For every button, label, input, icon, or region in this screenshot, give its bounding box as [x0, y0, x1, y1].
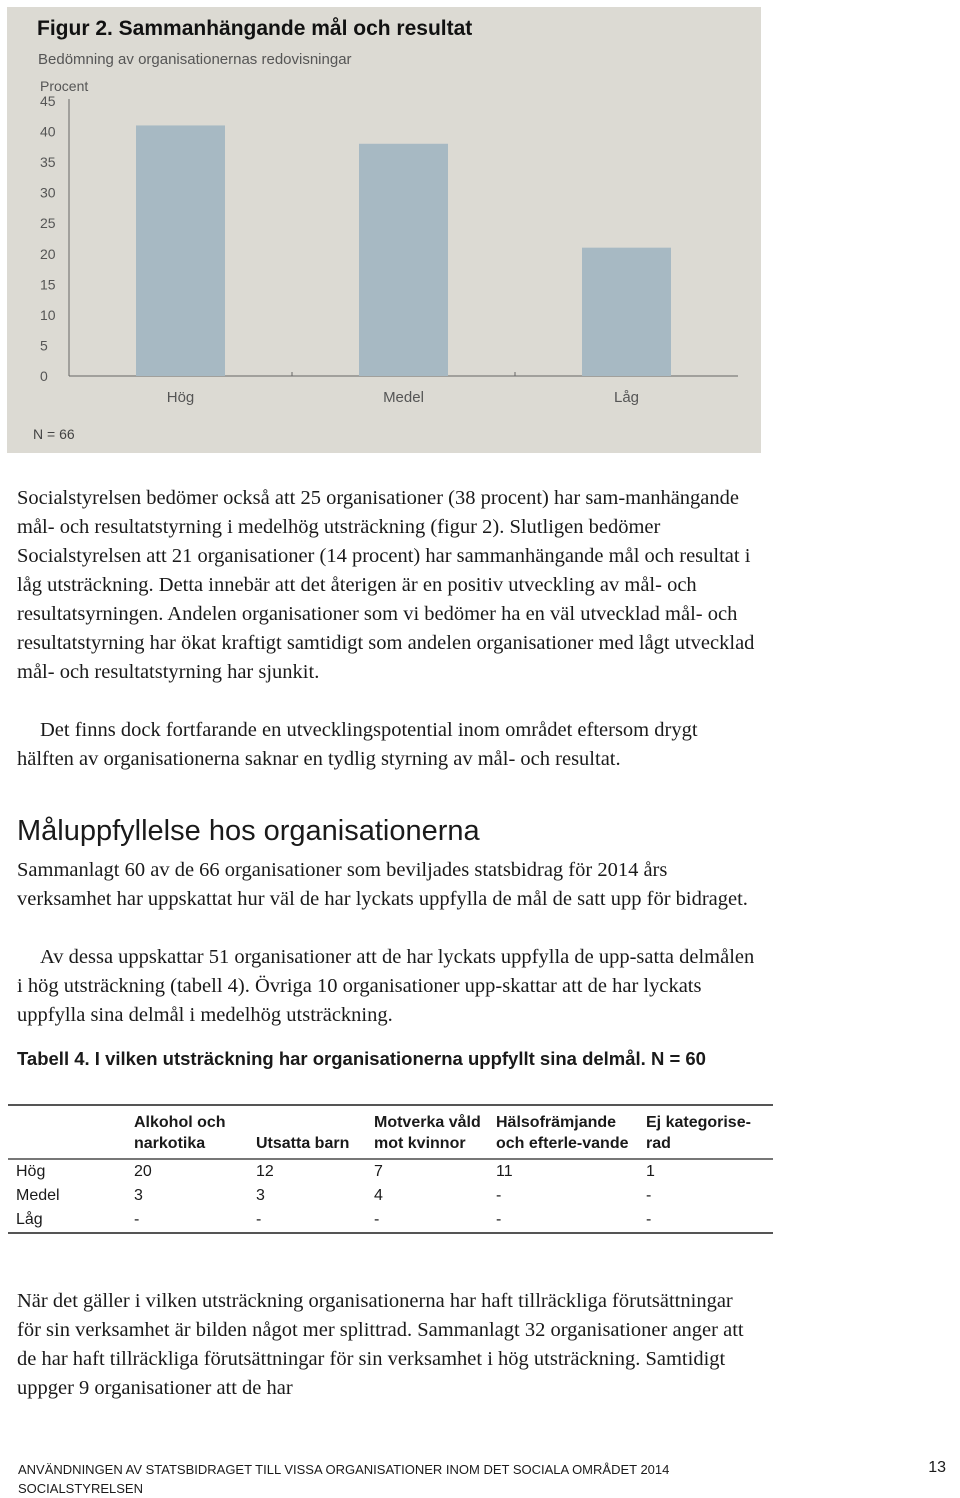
table-row	[8, 1208, 773, 1233]
bar-chart	[0, 0, 960, 460]
table-header-cell: Alkohol och narkotika	[134, 1114, 226, 1152]
figure-subtitle: Bedömning av organisationernas redovisningar	[38, 51, 352, 68]
table-cell: -	[496, 1187, 502, 1204]
table-caption: Tabell 4. I vilken utsträckning har organisationerna uppfyllt sina delmål. N = 60	[17, 1048, 706, 1069]
y-tick-label: 25	[40, 215, 56, 232]
table-cell: 12	[256, 1163, 274, 1180]
y-tick-label: 40	[40, 123, 56, 140]
y-tick-label: 20	[40, 245, 56, 262]
bar-1	[359, 144, 448, 376]
y-tick-label: 5	[40, 337, 48, 354]
section-heading: Måluppfyllelse hos organisationerna	[17, 815, 480, 847]
paragraph-4: Av dessa uppskattar 51 organisationer att de har lyckats uppfylla de upp-satta delmålen i hög utsträckning (tabell 4). Övriga 10 organisationer upp-skattar att de har lyckats uppfylla sina delmål i medelhög utsträckning.	[17, 946, 755, 1026]
table-header-row	[8, 1105, 773, 1159]
table-cell: 3	[134, 1187, 143, 1204]
x-tick-label: Låg	[613, 389, 640, 406]
paragraph-3: Sammanlagt 60 av de 66 organisationer som beviljades statsbidrag för 2014 års verksamhet har uppskattat hur väl de har lyckats uppfylla de mål de satt upp för bidraget.	[17, 859, 748, 910]
bar-2	[582, 248, 671, 376]
table-cell: 20	[134, 1163, 152, 1180]
table-header-cell	[8, 1105, 134, 1159]
footer-publisher: SOCIALSTYRELSEN	[18, 1481, 143, 1496]
table-container	[8, 1104, 773, 1234]
x-tick-label: Medel	[383, 389, 424, 406]
table-cell: -	[374, 1211, 380, 1228]
table-row-label: Låg	[16, 1211, 43, 1228]
y-tick-label: 0	[40, 368, 48, 384]
table-cell: -	[646, 1187, 652, 1204]
footer	[18, 1460, 669, 1498]
table-cell: 7	[374, 1163, 383, 1180]
table-cell: -	[134, 1211, 140, 1228]
y-tick-label: 10	[40, 306, 56, 323]
figure-title: Figur 2. Sammanhängande mål och resultat	[37, 17, 473, 40]
table-cell: 1	[646, 1163, 655, 1180]
table-cell: 3	[256, 1187, 265, 1204]
table-header-cell: Motverka våld mot kvinnor	[374, 1114, 481, 1152]
table-header-cell: Hälsofrämjande och efterle-vande	[496, 1114, 629, 1152]
x-tick-label: Hög	[166, 389, 195, 406]
table-cell: -	[496, 1211, 502, 1228]
y-tick-label: 35	[40, 154, 56, 171]
page-number: 13	[928, 1459, 946, 1476]
figure-note: N = 66	[33, 426, 75, 442]
results-table	[8, 1104, 773, 1234]
footer-title: ANVÄNDNINGEN AV STATSBIDRAGET TILL VISSA ORGANISATIONER INOM DET SOCIALA OMRÅDET 2014	[18, 1462, 670, 1477]
table-cell: 11	[496, 1163, 513, 1180]
y-tick-label: 30	[40, 184, 56, 201]
table-row	[8, 1184, 773, 1208]
table-row-label: Medel	[16, 1187, 60, 1204]
paragraph-5: När det gäller i vilken utsträckning organisationerna har haft tillräckliga förutsättningar för sin verksamhet är bilden något mer splittrad. Sammanlagt 32 organisationer anger att de har haft tillräckliga förutsättningar för sin verksamhet i hög utsträckning. Samtidigt uppger 9 organisationer att de har	[17, 1290, 744, 1399]
y-tick-label: 45	[40, 93, 56, 109]
paragraph-2: Det finns dock fortfarande en utvecklingspotential inom området eftersom drygt hälften av organisationerna saknar en tydlig styrning av mål- och resultat.	[17, 719, 698, 770]
table-cell: -	[256, 1211, 262, 1228]
table-cell: -	[646, 1211, 652, 1228]
y-tick-label: 15	[40, 276, 56, 293]
table-cell: 4	[374, 1187, 383, 1204]
table-row-label: Hög	[16, 1163, 46, 1180]
table-header-cell: Ej kategorise-rad	[646, 1114, 751, 1152]
table-row	[8, 1159, 773, 1184]
table-header-cell: Utsatta barn	[256, 1135, 350, 1152]
y-axis-label: Procent	[40, 78, 89, 94]
bar-0	[136, 125, 225, 376]
paragraph-1: Socialstyrelsen bedömer också att 25 organisationer (38 procent) har sam-manhängande mål- och resultatstyrning i medelhög utsträckning (figur 2). Slutligen bedömer Socialstyrelsen att 21 organisationer (14 procent) har sammanhängande mål och resultat i låg utsträckning. Detta innebär att det återigen är en positiv utveckling av mål- och resultatsyrningen. Andelen organisationer som vi bedömer ha en väl utvecklad mål- och resultatstyrning har ökat kraftigt samtidigt som andelen organisationer med lågt utvecklad mål- och resultatstyrning har sjunkit.	[17, 487, 755, 683]
